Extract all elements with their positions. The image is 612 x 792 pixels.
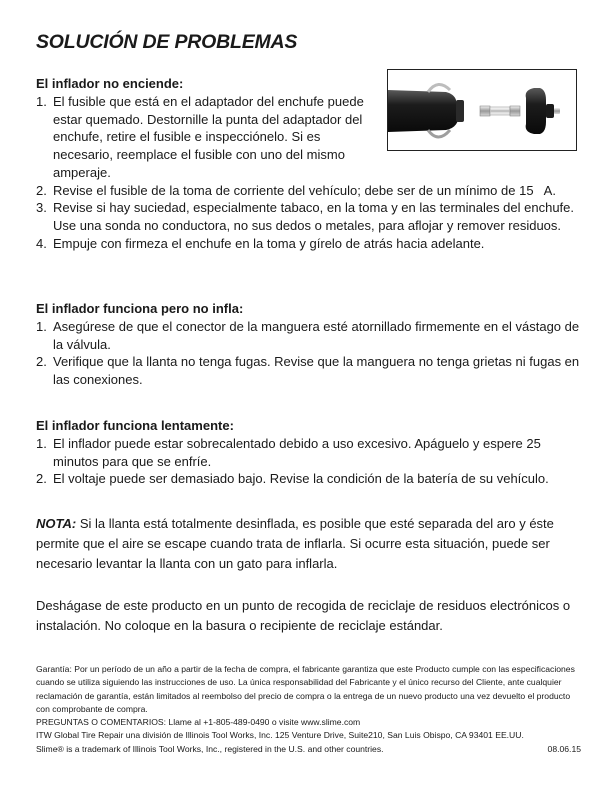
item-text: El fusible que está en el adaptador del enchufe puede estar quemado. Destornille la punta del adaptador del enchufe, retire el fusible e inspecciónelo. Si es necesario, reemplace el fusible con uno del mismo amperaje. [53,94,364,180]
list-item [36,435,553,470]
list-item [36,353,581,388]
steps-list [36,435,581,488]
footer [36,663,581,756]
list-item [36,235,581,253]
list-item [36,93,381,182]
note-paragraph [36,514,581,574]
section-heading: El inflador funciona pero no infla: [36,301,244,316]
item-number: 1. [36,319,47,334]
note-text: Si la llanta está totalmente desinflada, es posible que esté separada del aro y éste permite que el aire se escape cuando trata de inflarla. Si ocurre esta situación, puede ser necesario levantar la llanta con un gato para inflarla. [36,516,554,571]
questions-text: PREGUNTAS O COMENTARIOS: Llame al +1-805-489-0490 o visite www.slime.com [36,717,361,728]
section-heading: El inflador no enciende: [36,76,184,91]
list-item [36,470,581,488]
disposal-paragraph: Deshágase de este producto en un punto de recogida de reciclaje de residuos electrónicos o instalación. No coloque en la basura o recipiente de reciclaje estándar. [36,598,571,633]
section-no-inflate [36,300,581,389]
item-number: 2. [36,182,47,198]
item-text: Verifique que la llanta no tenga fugas. Revise que la manguera no tenga grietas ni fugas en las conexiones. [53,354,580,388]
section-heading: El inflador funciona lentamente: [36,418,234,433]
item-number: 1. [36,436,47,451]
item-text: El inflador puede estar sobrecalentado debido a uso excesivo. Apáguelo y espere 25 minutos para que se enfríe. [53,436,552,469]
trademark-line [36,743,581,756]
trademark-text: Slime® is a trademark of Illinois Tool Works, Inc., registered in the U.S. and other countries. [36,743,384,754]
item-text: Empuje con firmeza el enchufe en la toma y gírelo de atrás hacia adelante. [53,235,485,251]
plug-adapter-fuse-image [388,70,576,150]
item-number: 2. [36,471,47,487]
warranty-text: Garantía: Por un período de un año a partir de la fecha de compra, el fabricante garantiza que este Producto cumple con las especificaciones cuando se utiliza siguiendo las instrucciones de uso. La única responsabilidad del Fabricante y el único recurso del Cliente, ante cualquier reclamación de garantía, están limitados al reembolso del precio de compra o la entrega de un nuevo producto una vez devuelto el producto con comprobante de compra. [36,664,575,714]
address-text: ITW Global Tire Repair una división de Illinois Tool Works, Inc. 125 Venture Drive, Suite210, San Luis Obispo, CA 93401 EE.UU. [36,730,524,741]
steps-list [36,318,581,389]
list-item [36,182,581,200]
list-item [36,318,581,353]
item-number: 4. [36,235,47,251]
page-title: SOLUCIÓN DE PROBLEMAS [36,31,298,53]
item-text: Revise el fusible de la toma de corriente del vehículo; debe ser de un mínimo de 15 A. [53,182,556,198]
item-number: 1. [36,94,47,109]
item-text: El voltaje puede ser demasiado bajo. Revise la condición de la batería de su vehículo. [53,471,549,487]
plug-fuse-illustration [387,69,577,151]
list-item [36,199,581,234]
item-text: Revise si hay suciedad, especialmente tabaco, en la toma y en las terminales del enchufe. Use una sonda no conductora, no sus dedos o metales, para aflojar y remover residuos. [53,200,575,233]
section-slow [36,417,581,488]
item-number: 3. [36,200,47,216]
note-label: NOTA: [36,516,77,531]
item-text: Asegúrese de que el conector de la manguera esté atornillado firmemente en el vástago de la válvula. [53,319,580,352]
item-number: 2. [36,354,47,370]
document-date: 08.06.15 [547,743,581,754]
